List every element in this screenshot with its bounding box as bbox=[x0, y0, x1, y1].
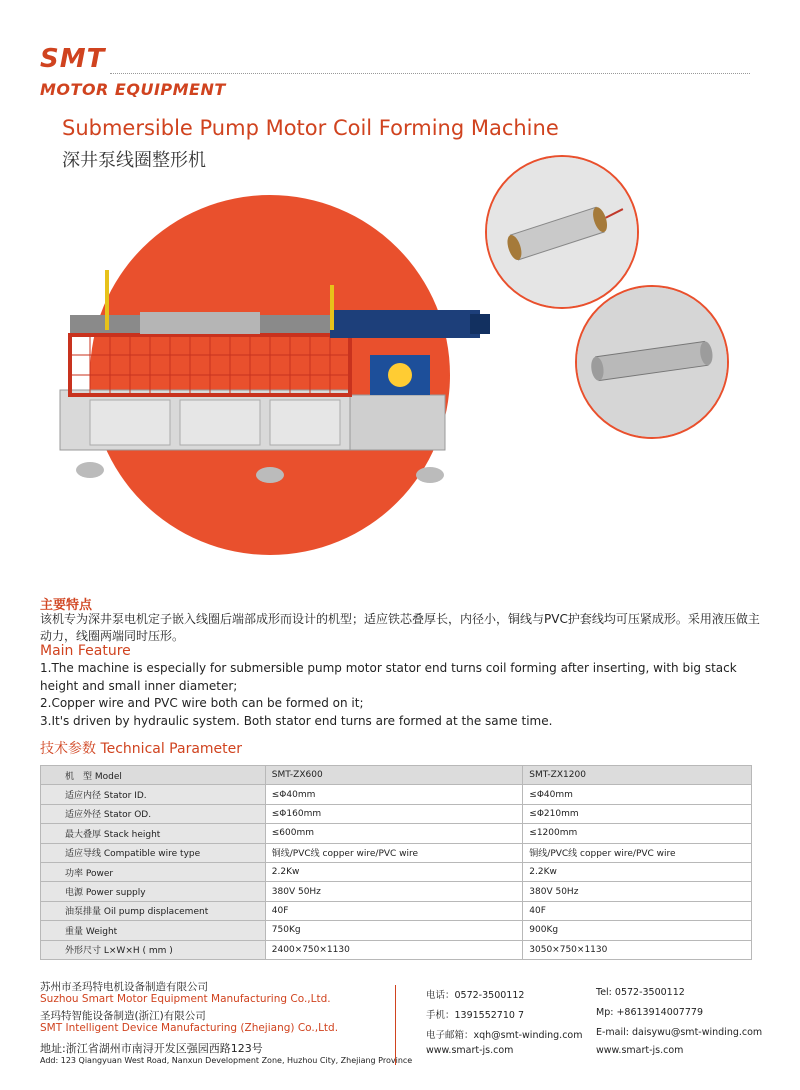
stator-coil-icon bbox=[487, 157, 637, 307]
table-row bbox=[41, 862, 752, 881]
table-row bbox=[41, 785, 752, 804]
company1-en: Suzhou Smart Motor Equipment Manufacturing Co.,Ltd. bbox=[40, 993, 331, 1005]
table-cell: ≤Φ40mm bbox=[523, 785, 752, 804]
table-row bbox=[41, 766, 752, 785]
mp-text: Mp: +8613914007779 bbox=[596, 1007, 703, 1018]
table-cell: 适应外径 Stator OD. bbox=[41, 804, 266, 823]
table-cell: 电源 Power supply bbox=[41, 882, 266, 901]
stator-tube-icon bbox=[577, 287, 727, 437]
features-heading-cn: 主要特点 bbox=[40, 598, 93, 613]
table-cell: 40F bbox=[523, 901, 752, 920]
table-cell: 适应导线 Compatible wire type bbox=[41, 843, 266, 862]
tech-table bbox=[40, 765, 752, 960]
brand-subtitle: MOTOR EQUIPMENT bbox=[40, 80, 226, 99]
table-row bbox=[41, 804, 752, 823]
page-title-en: Submersible Pump Motor Coil Forming Machine bbox=[62, 116, 559, 140]
phone-text: 电话：0572-3500112 bbox=[426, 990, 525, 1001]
table-row bbox=[41, 901, 752, 920]
features-heading-en: Main Feature bbox=[40, 643, 131, 659]
footer-divider bbox=[395, 985, 396, 1065]
mobile-text: 手机：1391552710 7 bbox=[426, 1010, 525, 1021]
table-cell: 2.2Kw bbox=[523, 862, 752, 881]
table-cell: ≤1200mm bbox=[523, 824, 752, 843]
table-row bbox=[41, 921, 752, 940]
table-cell: 适应内径 Stator ID. bbox=[41, 785, 266, 804]
brand-logo: SMT bbox=[40, 44, 106, 74]
company1-cn: 苏州市圣玛特电机设备制造有限公司 bbox=[40, 981, 208, 993]
tech-heading: 技术参数 Technical Parameter bbox=[40, 741, 243, 757]
inset-stator-image-1 bbox=[485, 155, 639, 309]
table-cell: 2400×750×1130 bbox=[265, 940, 523, 959]
tel-text: Tel: 0572-3500112 bbox=[596, 987, 685, 998]
table-cell: 外形尺寸 L×W×H ( mm ) bbox=[41, 940, 266, 959]
table-cell: 最大叠厚 Stack height bbox=[41, 824, 266, 843]
table-row bbox=[41, 882, 752, 901]
table-cell: ≤Φ160mm bbox=[265, 804, 523, 823]
machine-illustration bbox=[30, 270, 510, 500]
table-cell: 380V 50Hz bbox=[265, 882, 523, 901]
table-cell: 2.2Kw bbox=[265, 862, 523, 881]
email2-text: E-mail: daisywu@smt-winding.com bbox=[596, 1027, 763, 1038]
table-cell: ≤Φ210mm bbox=[523, 804, 752, 823]
table-cell: 功率 Power bbox=[41, 862, 266, 881]
table-cell: 900Kg bbox=[523, 921, 752, 940]
company2-cn: 圣玛特智能设备制造(浙江)有限公司 bbox=[40, 1010, 206, 1022]
header-divider bbox=[110, 73, 750, 74]
table-cell: SMT-ZX1200 bbox=[523, 766, 752, 785]
page-title-cn: 深井泵线圈整形机 bbox=[62, 150, 206, 171]
inset-stator-image-2 bbox=[575, 285, 729, 439]
table-cell: SMT-ZX600 bbox=[265, 766, 523, 785]
table-cell: ≤600mm bbox=[265, 824, 523, 843]
table-row bbox=[41, 843, 752, 862]
table-cell: 油泵排量 Oil pump displacement bbox=[41, 901, 266, 920]
website-link-2[interactable]: www.smart-js.com bbox=[596, 1045, 684, 1056]
features-text-cn: 该机专为深井泵电机定子嵌入线圈后端部成形而设计的机型；适应铁芯叠厚长，内径小，铜线与PVC护套线均可压紧成形。采用液压做主动力，线圈两端同时压形。 bbox=[40, 612, 760, 643]
table-cell: 380V 50Hz bbox=[523, 882, 752, 901]
address-en: Add: 123 Qiangyuan West Road, Nanxun Development Zone, Huzhou City, Zhejiang Province bbox=[40, 1056, 413, 1065]
table-cell: 40F bbox=[265, 901, 523, 920]
table-cell: ≤Φ40mm bbox=[265, 785, 523, 804]
features-list-en bbox=[40, 660, 770, 730]
website-link[interactable]: www.smart-js.com bbox=[426, 1045, 514, 1056]
table-cell: 750Kg bbox=[265, 921, 523, 940]
table-cell: 机 型 Model bbox=[41, 766, 266, 785]
table-cell: 铜线/PVC线 copper wire/PVC wire bbox=[265, 843, 523, 862]
company2-en: SMT Intelligent Device Manufacturing (Zhejiang) Co.,Ltd. bbox=[40, 1022, 339, 1034]
table-cell: 3050×750×1130 bbox=[523, 940, 752, 959]
feature-item: 1.The machine is especially for submersible pump motor stator end turns coil forming after inserting, with big stack height and small inner diameter; bbox=[40, 661, 737, 693]
address-cn: 地址:浙江省湖州市南浔开发区强园西路123号 bbox=[40, 1042, 263, 1055]
email-text: 电子邮箱：xqh@smt-winding.com bbox=[426, 1030, 583, 1041]
table-cell: 铜线/PVC线 copper wire/PVC wire bbox=[523, 843, 752, 862]
table-row bbox=[41, 824, 752, 843]
table-row bbox=[41, 940, 752, 959]
feature-item: 3.It's driven by hydraulic system. Both stator end turns are formed at the same time. bbox=[40, 713, 553, 728]
feature-item: 2.Copper wire and PVC wire both can be formed on it; bbox=[40, 696, 364, 710]
table-cell: 重量 Weight bbox=[41, 921, 266, 940]
